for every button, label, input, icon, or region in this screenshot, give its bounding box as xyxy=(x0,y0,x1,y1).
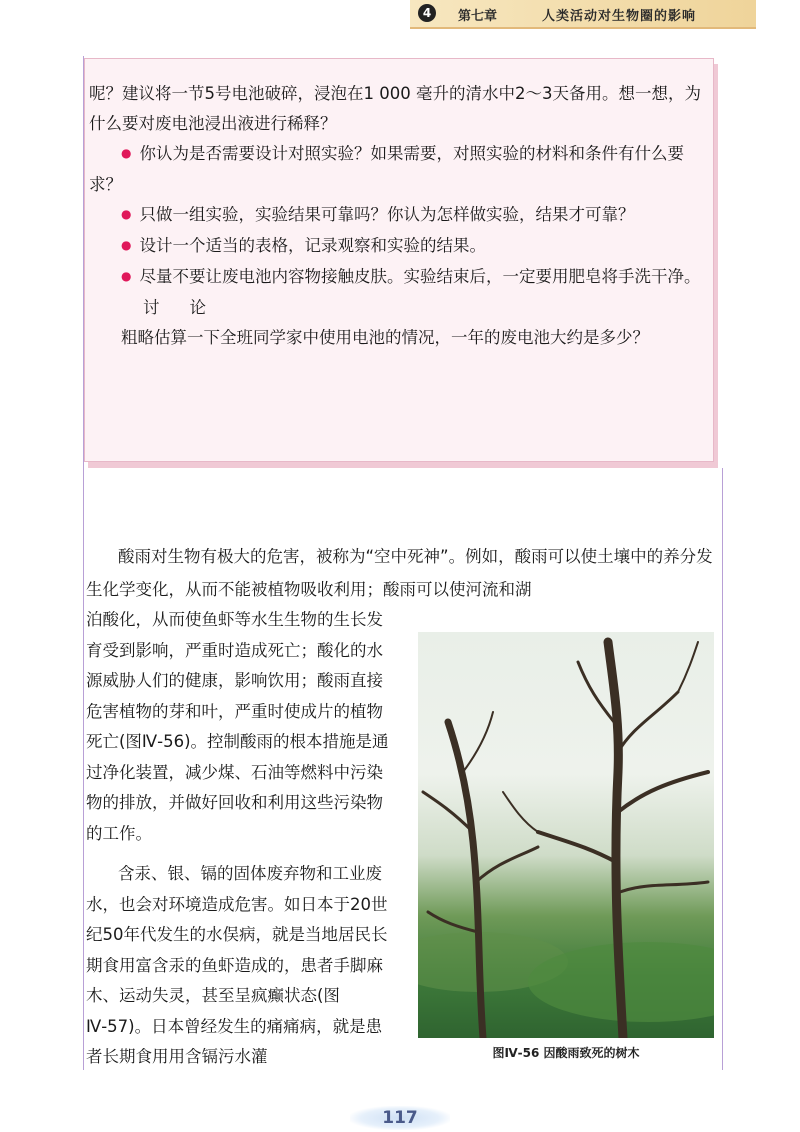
dead-trees-photo xyxy=(418,632,714,1038)
figure-caption: 图Ⅳ-56 因酸雨致死的树木 xyxy=(492,1046,640,1060)
activity-bullet-2: ● 只做一组实验，实验结果可靠吗？你认为怎样做实验，结果才可靠？ xyxy=(121,205,635,224)
activity-box xyxy=(84,58,714,462)
discussion-heading: 讨论 xyxy=(143,298,236,317)
bullet-dot-icon: ● xyxy=(121,269,132,283)
activity-intro: 呢？建议将一节5号电池破碎，浸泡在1 000 毫升的清水中2～3天备用。想一想，为什么要对废电池浸出液进行稀释？ xyxy=(89,84,701,133)
bullet-dot-icon: ● xyxy=(121,238,132,252)
body-text-column xyxy=(86,605,398,1073)
chapter-title: 人类活动对生物圈的影响 xyxy=(542,9,697,24)
body-paragraph-1-rest: 泊酸化，从而使鱼虾等水生生物的生长发育受到影响，严重时造成死亡；酸化的水源威胁人们的健康，影响饮用；酸雨直接危害植物的芽和叶，严重时使成片的植物死亡(图Ⅳ-56)。控制酸雨的根本措施是通过净化装置，减少煤、石油等燃料中污染物的排放，并做好回收和利用这些污染物的工作。 xyxy=(86,610,389,843)
discussion-text: 粗略估算一下全班同学家中使用电池的情况，一年的废电池大约是多少？ xyxy=(121,328,649,347)
bullet-dot-icon: ● xyxy=(121,146,132,160)
bullet-dot-icon: ● xyxy=(121,207,132,221)
page-number: 117 xyxy=(350,1106,450,1130)
chapter-label: 第七章 xyxy=(458,9,498,24)
body-paragraph-1-top: 酸雨对生物有极大的危害，被称为“空中死神”。例如，酸雨可以使土壤中的养分发生化学变化，从而不能被植物吸收利用；酸雨可以使河流和湖 xyxy=(86,547,713,599)
activity-bullet-3: ● 设计一个适当的表格，记录观察和实验的结果。 xyxy=(121,236,486,255)
body-paragraph-2: 含汞、银、镉的固体废弃物和工业废水，也会对环境造成危害。如日本于20世纪50年代发生的水俣病，就是当地居民长期食用富含汞的鱼虾造成的，患者手脚麻木、运动失灵，甚至呈疯癫状态(图Ⅳ-57)。日本曾经发生的痛痛病，就是患者长期食用用含镉污水灌 xyxy=(86,864,388,1066)
right-margin-rule xyxy=(722,468,723,1070)
chapter-number-badge: 4 xyxy=(418,4,436,22)
chapter-header xyxy=(410,0,756,29)
activity-bullet-4: ● 尽量不要让废电池内容物接触皮肤。实验结束后，一定要用肥皂将手洗干净。 xyxy=(121,267,701,286)
activity-bullet-1: ● 你认为是否需要设计对照实验？如果需要，对照实验的材料和条件有什么要求？ xyxy=(89,144,684,194)
dead-trees-illustration xyxy=(418,632,714,1038)
